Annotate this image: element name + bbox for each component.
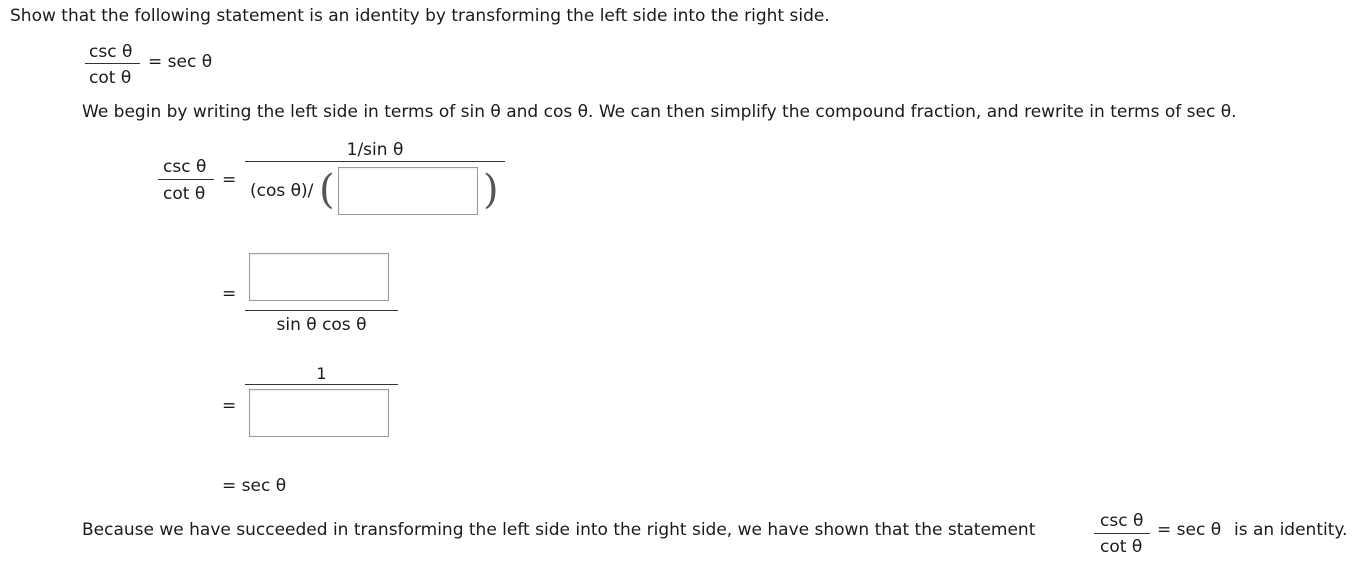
step3-numerator: 1	[316, 364, 327, 383]
conclusion-denominator: cot θ	[1100, 537, 1143, 557]
step3-equals-sign: =	[222, 396, 237, 416]
conclusion-text: Because we have succeeded in transforming the left side into the right side, we have shown that the statement	[82, 520, 1036, 540]
conclusion-suffix: is an identity.	[1234, 520, 1348, 540]
step2-equals-sign: =	[222, 284, 237, 304]
step3-answer-input[interactable]	[249, 389, 389, 437]
statement-denominator: cot θ	[89, 68, 132, 88]
instruction-text: Show that the following statement is an identity by transforming the left side into the right side.	[10, 6, 830, 26]
step1-rhs-fraction-bar	[245, 161, 505, 162]
step3-fraction-bar	[245, 384, 398, 385]
step1-rhs-numerator: 1/sin θ	[346, 140, 404, 160]
step1-rhs-denominator-prefix: (cos θ)/	[250, 181, 314, 201]
step1-lhs-fraction-bar	[158, 179, 214, 180]
explanation-text: We begin by writing the left side in terms of sin θ and cos θ. We can then simplify the compound fraction, and rewrite in terms of sec θ.	[82, 102, 1237, 122]
step1-lhs-denominator: cot θ	[163, 184, 206, 204]
step2-answer-input[interactable]	[249, 253, 389, 301]
step4-result: = sec θ	[222, 476, 287, 496]
step1-lhs-numerator: csc θ	[163, 157, 207, 177]
conclusion-rhs: = sec θ	[1157, 520, 1222, 540]
statement-rhs: = sec θ	[148, 52, 213, 72]
step1-close-paren: )	[483, 167, 499, 213]
step1-answer-input[interactable]	[338, 167, 478, 215]
step1-equals-sign: =	[222, 170, 237, 190]
statement-fraction-bar	[85, 63, 140, 64]
statement-numerator: csc θ	[89, 42, 133, 62]
conclusion-numerator: csc θ	[1100, 511, 1144, 531]
step2-fraction-bar	[245, 310, 398, 311]
conclusion-fraction-bar	[1094, 533, 1150, 534]
step2-denominator: sin θ cos θ	[276, 315, 367, 335]
step1-open-paren: (	[319, 167, 335, 213]
